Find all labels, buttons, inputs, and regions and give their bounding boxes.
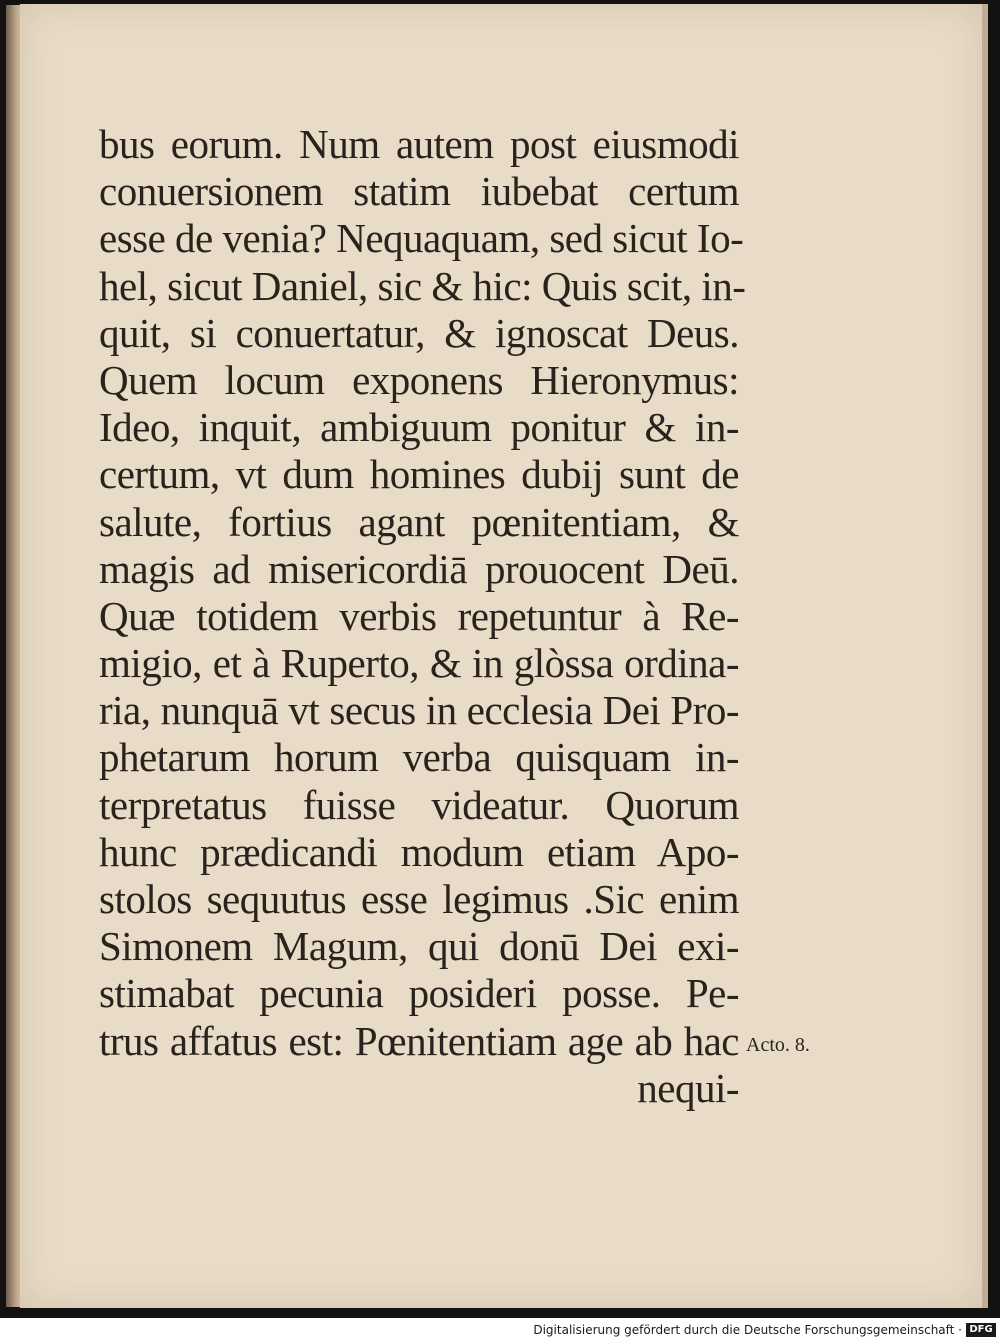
text-line: Ideo, inquit, ambiguum ponitur & in-: [99, 404, 739, 451]
text-line: Quæ totidem verbis repetuntur à Re-: [99, 592, 739, 639]
page-right-edge: [982, 4, 988, 1308]
text-line: hel, sicut Daniel, sic & hic: Quis scit, in-: [99, 262, 746, 309]
text-line: quit, si conuertatur, & ignoscat Deus.: [99, 309, 739, 356]
text-line: bus eorum. Num autem post eiusmodi: [99, 121, 739, 167]
footer: [0, 1318, 1000, 1344]
text-line: Quem locum exponens Hieronymus:: [99, 356, 739, 403]
text-line: certum, vt dum homines dubij sunt de: [99, 451, 739, 498]
text-line: terpretatus fuisse videatur. Quorum: [99, 781, 739, 828]
marginal-note: Acto. 8.: [746, 1034, 810, 1056]
text-line: phetarum horum verba quisquam in-: [99, 734, 739, 781]
catchword: nequi-: [637, 1064, 739, 1111]
text-line: magis ad misericordiā prouocent Deū.: [99, 545, 739, 592]
text-line: hunc prædicandi modum etiam Apo-: [99, 828, 739, 875]
dfg-logo: DFG: [966, 1323, 996, 1337]
text-line: stolos sequutus esse legimus .Sic enim: [99, 876, 739, 922]
text-line: conuersionem statim iubebat certum: [99, 168, 739, 215]
text-line: salute, fortius agant pœnitentiam, &: [99, 498, 739, 545]
text-line: esse de venia? Nequaquam, sed sicut Io-: [99, 215, 744, 262]
text-line: Simonem Magum, qui donū Dei exi-: [99, 923, 739, 970]
text-line: trus affatus est: Pœnitentiam age ab hac: [99, 1017, 739, 1064]
text-line: migio, et à Ruperto, & in glòssa ordina-: [99, 640, 739, 687]
text-line: stimabat pecunia posideri posse. Pe-: [99, 970, 739, 1017]
text-block: [99, 121, 746, 1112]
text-line: ria, nunquā vt secus in ecclesia Dei Pro-: [99, 687, 739, 734]
footer-credit: Digitalisierung gefördert durch die Deutsche Forschungsgemeinschaft ·: [533, 1323, 962, 1337]
